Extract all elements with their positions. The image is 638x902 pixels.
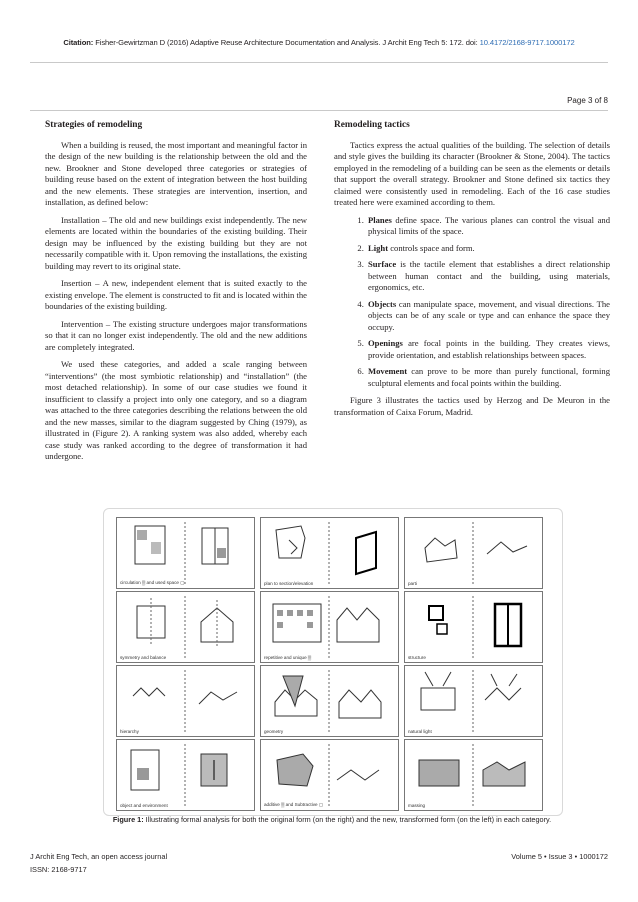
paragraph: When a building is reused, the most important and meaningful factor in the design of the new building is the relationship between the old and the new. Brookner and Stone developed three categories or strategies of building reuse based on the extent of integration between the host building and the new elements. These strategies are intervention, insertion, and installation, as defined below: [45,139,307,207]
panel-sketch [405,740,542,810]
tactic-term: Planes [368,214,392,225]
tactic-text: controls space and form. [388,242,475,253]
panel-label: geometry [264,729,284,734]
panel-sketch [405,592,542,662]
panel-sketch [117,518,254,588]
panel-sketch [405,518,542,588]
panel-sketch [117,740,254,810]
paragraph: We used these categories, and added a scale ranging between “interventions” (the most symbiotic relationship) and “installation” (the most detached relationship). In some of our case studies we found it insufficient to classify a project into only one category, and so a diagram was attached to the three categories describing the relations between the old and the new masses, similar to the diagram suggested by Ching (1979), as illustrated in (Figure 2). A ranking system was also added, whereby each case study was ranked according to the degree of transformation it had undergone. [45,359,307,461]
paragraph: Figure 3 illustrates the tactics used by Herzog and De Meuron in the transformation of Caixa Forum, Madrid. [334,395,610,417]
figure-panel [116,591,255,663]
footer-right [511,852,608,865]
panel-label: additive ▒ and Subtractive ▢ [264,802,324,807]
paragraph: Tactics express the actual qualities of the building. The selection of details and style gives the building its character (Brookner & Stone, 2004). The tactics employed in the remodeling of a building can be seen as the elements or details that support the overall strategy. Brookner and Stone defined six tactics they claimed were consistently used in remodeling. Each of the 16 case studies treated here were examined according to them. [334,139,610,207]
footer-issn: ISSN: 2168-9717 [30,865,87,874]
section-heading-tactics: Remodeling tactics [334,120,410,130]
citation-text: Fisher-Gewirtzman D (2016) Adaptive Reuse Architecture Documentation and Analysis. J Archit Eng Tech 5: 172. doi: [95,38,480,47]
footer-journal: J Archit Eng Tech, an open access journal [30,852,168,861]
tactic-text: can prove to be more than purely functional, forming sculptural elements and focal points within the building. [368,366,610,388]
paragraph: Insertion – A new, independent element that is suited exactly to the existing envelope. The element is constructed to fit and is located within the boundaries of the existing building. [45,278,307,311]
header-rule [30,62,608,63]
caption-label: Figure 1: [112,815,144,824]
tactic-text: is the tactile element that establishes a direct relationship between human contact and the building, using materials, ergonomics, etc. [368,259,610,292]
figure-panel [404,665,543,737]
figure-panel [404,739,543,811]
panel-sketch [405,666,542,736]
figure-panel [116,517,255,589]
right-column [334,120,610,424]
panel-sketch [261,740,398,810]
footer-volume: Volume 5 • Issue 3 • 1000172 [511,852,608,861]
panel-label: massing [408,803,426,808]
panel-label: natural light [408,729,432,734]
panel-label: object and environment [120,803,168,808]
footer-left [30,852,167,878]
tactic-term: Movement [368,366,408,376]
left-column [45,120,307,469]
figure-caption [92,815,572,824]
figure-panel [260,739,399,811]
panel-label: symmetry and balance [120,655,167,660]
citation-line [0,38,638,47]
panel-label: hierarchy [120,729,139,734]
doi-link[interactable]: 10.4172/2168-9717.1000172 [479,38,575,47]
figure-panel [260,517,399,589]
tactic-text: can manipulate space, movement, and visual directions. The objects can be of any scale or type and can enhance the space they occupy. [368,298,610,332]
section-heading-strategies: Strategies of remodeling [45,120,143,130]
caption-text: Illustrating formal analysis for both the original form (on the right) and the new, transformed form (on the left) in each category. [143,815,552,824]
tactic-item [366,299,610,334]
panel-label: repetitive and unique ▒ [264,655,312,660]
paragraph: Intervention – The existing structure undergoes major transformations so that it can no longer exist independently. The old and the new additions are completely integrated. [45,318,307,352]
panel-sketch [261,518,398,588]
panel-sketch [117,666,254,736]
page-rule [30,110,608,111]
panel-sketch [117,592,254,662]
tactic-item [366,338,610,361]
tactic-text: define space. The various planes can control the visual and physical limits of the space. [368,214,610,236]
citation-label: Citation: [63,38,94,47]
figure-panel [404,591,543,663]
panel-label: plan to section/elevation [264,581,314,586]
figure-panel [116,739,255,811]
tactic-item [366,215,610,238]
panel-label: structure [408,655,426,660]
tactic-text: are focal points in the building. They creates views, provide orientation, and establish relationships between spaces. [368,338,610,360]
tactics-list [334,215,610,390]
page-number: Page 3 of 8 [567,96,608,105]
panel-label: circulation ▒ and used space ▢ [120,580,185,585]
figure-panel [260,665,399,737]
figure-panel [116,665,255,737]
tactic-term: Openings [368,338,403,348]
paragraph: Installation – The old and new buildings exist independently. The new elements are located within the boundaries of the existing building. Their design may be influenced by the existing building but they are not necessarily compatible with it. Upon removing the installations, the existing building may revert to its original state. [45,214,307,271]
tactic-item [366,366,610,389]
figure-panel [260,591,399,663]
tactic-term: Surface [368,259,397,269]
tactic-term: Light [368,242,389,253]
panel-sketch [261,592,398,662]
figure-panel [404,517,543,589]
tactic-term: Objects [368,298,397,309]
figure-1 [103,508,563,816]
tactic-item [366,259,610,294]
tactic-item [366,243,610,255]
panel-sketch [261,666,398,736]
panel-label: parti [408,581,417,586]
